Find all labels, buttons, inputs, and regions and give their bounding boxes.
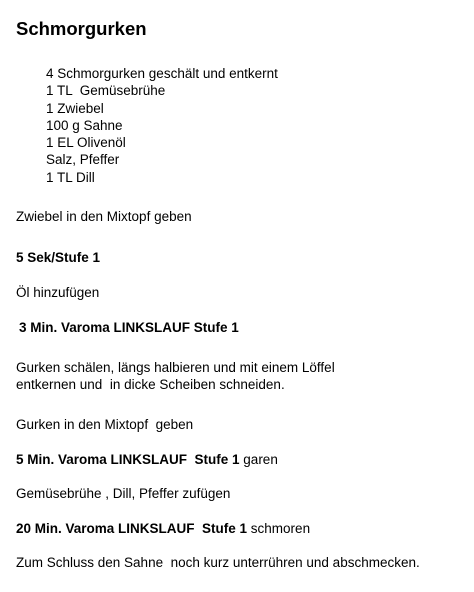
step-text: Öl hinzufügen — [16, 285, 100, 300]
step-text: garen — [239, 452, 278, 467]
step-text: Gurken in den Mixtopf geben — [16, 417, 194, 432]
step-setting: 20 Min. Varoma LINKSLAUF Stufe 1 — [16, 521, 248, 536]
step-text: entkernen und in dicke Scheiben schneiden. — [16, 377, 285, 392]
recipe-title: Schmorgurken — [16, 18, 147, 39]
step-setting: 5 Min. Varoma LINKSLAUF Stufe 1 — [16, 452, 240, 467]
ingredient-item: 1 TL Dill — [46, 169, 95, 185]
step-setting: 3 Min. Varoma LINKSLAUF Stufe 1 — [19, 320, 239, 335]
step-text: Zwiebel in den Mixtopf geben — [16, 209, 192, 224]
step-setting: 5 Sek/Stufe 1 — [16, 250, 101, 265]
ingredient-item: 100 g Sahne — [46, 117, 123, 133]
step-text: Gemüsebrühe , Dill, Pfeffer zufügen — [16, 486, 231, 501]
ingredient-item: 1 EL Olivenöl — [46, 135, 126, 151]
step-text: Zum Schluss den Sahne noch kurz unterrühren und abschmecken. — [16, 555, 420, 570]
step-setting-line — [16, 451, 278, 468]
ingredient-item: 1 Zwiebel — [46, 100, 104, 116]
step-text: schmoren — [247, 521, 311, 536]
ingredient-list — [46, 65, 278, 186]
step-setting-line — [16, 520, 310, 537]
ingredient-item: 4 Schmorgurken geschält und entkernt — [46, 66, 278, 81]
ingredient-item: Salz, Pfeffer — [46, 152, 120, 168]
ingredient-item: 1 TL Gemüsebrühe — [46, 83, 166, 99]
step-text: Gurken schälen, längs halbieren und mit einem Löffel — [16, 360, 335, 375]
